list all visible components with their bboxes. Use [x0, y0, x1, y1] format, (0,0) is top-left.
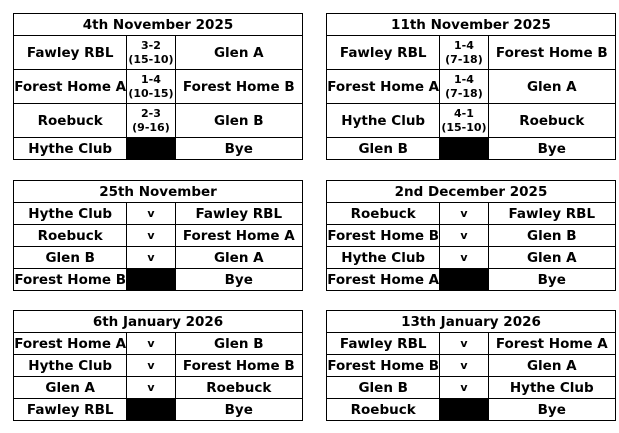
bye-filler	[127, 399, 175, 421]
frame-score: (7-18)	[445, 52, 483, 66]
round-date: 25th November	[14, 181, 303, 203]
home-team: Hythe Club	[327, 104, 440, 138]
away-team: Forest Home A	[175, 225, 302, 247]
away-team: Glen B	[175, 333, 302, 355]
home-team: Forest Home A	[14, 333, 127, 355]
fixture-row	[14, 247, 303, 269]
frame-score: (15-10)	[128, 52, 174, 66]
home-team: Glen B	[14, 247, 127, 269]
match-score: 3-2	[141, 38, 161, 52]
fixture-row	[327, 225, 616, 247]
bye-filler	[127, 269, 175, 291]
bye-team: Roebuck	[327, 399, 440, 421]
home-team: Forest Home A	[327, 70, 440, 104]
away-team: Glen A	[175, 247, 302, 269]
round-table-13-jan	[326, 310, 616, 421]
round-table-11-nov	[326, 13, 616, 160]
home-team: Forest Home B	[327, 355, 440, 377]
away-team: Fawley RBL	[175, 203, 302, 225]
away-team: Fawley RBL	[488, 203, 615, 225]
home-team: Fawley RBL	[14, 36, 127, 70]
fixture-row	[327, 70, 616, 104]
away-team: Glen A	[175, 36, 302, 70]
bye-team: Glen B	[327, 138, 440, 160]
versus-marker: v	[127, 333, 175, 355]
home-team: Fawley RBL	[327, 36, 440, 70]
fixture-row	[14, 70, 303, 104]
away-team: Forest Home B	[175, 70, 302, 104]
versus-marker: v	[127, 247, 175, 269]
fixture-row	[14, 36, 303, 70]
bye-label: Bye	[488, 138, 615, 160]
round-table-4-nov	[13, 13, 303, 160]
away-team: Glen B	[175, 104, 302, 138]
fixture-row	[327, 333, 616, 355]
bye-team: Forest Home B	[14, 269, 127, 291]
fixture-row	[14, 225, 303, 247]
away-team: Forest Home B	[175, 355, 302, 377]
away-team: Glen B	[488, 225, 615, 247]
bye-team: Hythe Club	[14, 138, 127, 160]
match-score: 1-4	[141, 72, 161, 86]
frame-score: (15-10)	[441, 120, 487, 134]
match-score: 2-3	[141, 106, 161, 120]
fixture-row	[327, 355, 616, 377]
away-team: Hythe Club	[488, 377, 615, 399]
round-date: 2nd December 2025	[327, 181, 616, 203]
round-table-25-nov	[13, 180, 303, 291]
home-team: Fawley RBL	[327, 333, 440, 355]
fixture-row	[327, 203, 616, 225]
versus-marker: v	[127, 225, 175, 247]
bye-team: Fawley RBL	[14, 399, 127, 421]
fixture-row	[14, 377, 303, 399]
home-team: Forest Home B	[327, 225, 440, 247]
result-cell	[440, 36, 488, 70]
home-team: Forest Home A	[14, 70, 127, 104]
fixture-row	[327, 247, 616, 269]
bye-row	[14, 399, 303, 421]
round-table-2-dec	[326, 180, 616, 291]
bye-row	[327, 138, 616, 160]
round-table-6-jan	[13, 310, 303, 421]
round-date: 4th November 2025	[14, 14, 303, 36]
bye-filler	[440, 269, 488, 291]
result-cell	[127, 104, 175, 138]
bye-row	[14, 269, 303, 291]
fixture-row	[327, 36, 616, 70]
bye-label: Bye	[175, 138, 302, 160]
home-team: Glen B	[327, 377, 440, 399]
away-team: Glen A	[488, 70, 615, 104]
result-cell	[127, 36, 175, 70]
match-score: 4-1	[454, 106, 474, 120]
versus-marker: v	[127, 203, 175, 225]
bye-label: Bye	[175, 269, 302, 291]
bye-team: Forest Home A	[327, 269, 440, 291]
frame-score: (10-15)	[128, 86, 174, 100]
fixture-row	[14, 104, 303, 138]
home-team: Hythe Club	[327, 247, 440, 269]
fixture-row	[327, 377, 616, 399]
result-cell	[440, 70, 488, 104]
away-team: Glen A	[488, 355, 615, 377]
bye-filler	[440, 399, 488, 421]
versus-marker: v	[127, 377, 175, 399]
round-date: 6th January 2026	[14, 311, 303, 333]
match-score: 1-4	[454, 72, 474, 86]
home-team: Roebuck	[327, 203, 440, 225]
away-team: Roebuck	[488, 104, 615, 138]
bye-row	[14, 138, 303, 160]
fixture-row	[14, 333, 303, 355]
home-team: Hythe Club	[14, 203, 127, 225]
versus-marker: v	[440, 355, 488, 377]
bye-label: Bye	[488, 269, 615, 291]
home-team: Roebuck	[14, 104, 127, 138]
bye-row	[327, 399, 616, 421]
versus-marker: v	[440, 203, 488, 225]
home-team: Glen A	[14, 377, 127, 399]
home-team: Roebuck	[14, 225, 127, 247]
bye-row	[327, 269, 616, 291]
versus-marker: v	[440, 225, 488, 247]
versus-marker: v	[440, 377, 488, 399]
frame-score: (7-18)	[445, 86, 483, 100]
round-date: 11th November 2025	[327, 14, 616, 36]
fixture-row	[327, 104, 616, 138]
away-team: Glen A	[488, 247, 615, 269]
fixture-row	[14, 203, 303, 225]
fixture-row	[14, 355, 303, 377]
bye-filler	[440, 138, 488, 160]
bye-label: Bye	[175, 399, 302, 421]
result-cell	[127, 70, 175, 104]
away-team: Forest Home B	[488, 36, 615, 70]
result-cell	[440, 104, 488, 138]
versus-marker: v	[440, 247, 488, 269]
versus-marker: v	[127, 355, 175, 377]
bye-filler	[127, 138, 175, 160]
versus-marker: v	[440, 333, 488, 355]
home-team: Hythe Club	[14, 355, 127, 377]
round-date: 13th January 2026	[327, 311, 616, 333]
bye-label: Bye	[488, 399, 615, 421]
match-score: 1-4	[454, 38, 474, 52]
frame-score: (9-16)	[132, 120, 170, 134]
away-team: Forest Home A	[488, 333, 615, 355]
away-team: Roebuck	[175, 377, 302, 399]
